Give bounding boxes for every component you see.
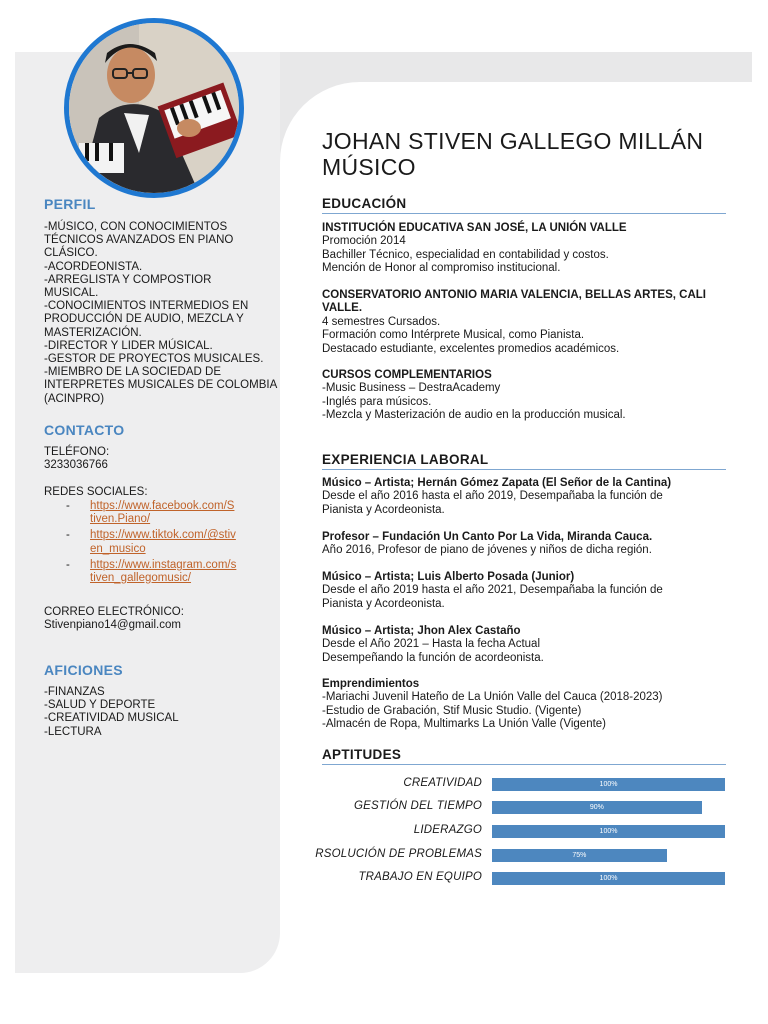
experience-job-2: Profesor – Fundación Un Canto Por La Vida, Miranda Cauca. Año 2016, Profesor de piano de jóvenes y niños de dicha región. (322, 531, 653, 557)
skill-track (492, 872, 725, 885)
tiktok-link[interactable]: https://www.tiktok.com/@stiv en_musico (90, 529, 236, 555)
skill-label: RSOLUCIÓN DE PROBLEMAS (315, 848, 482, 860)
phone-number: 3233036766 (44, 459, 108, 472)
skill-row-time-management (300, 800, 730, 816)
experience-heading: EXPERIENCIA LABORAL (322, 452, 726, 470)
skill-bar: 100% (492, 872, 725, 885)
list-item: - https://www.tiktok.com/@stiv en_musico (66, 529, 266, 555)
list-item: - https://www.facebook.com/S tiven.Piano/ (66, 500, 266, 526)
education-school-1: INSTITUCIÓN EDUCATIVA SAN JOSÉ, LA UNIÓN VALLE Promoción 2014 Bachiller Técnico, especialidad en contabilidad y costos. Mención de Honor al compromiso institucional. (322, 222, 627, 275)
phone-block (44, 446, 274, 472)
social-links (66, 500, 266, 588)
experience-job-4: Músico – Artista; Jhon Alex Castaño Desde el Año 2021 – Hasta la fecha Actual Desempeñando la función de acordeonista. (322, 625, 544, 664)
instagram-link[interactable]: https://www.instagram.com/s tiven_gallegomusic/ (90, 558, 237, 585)
skill-label: CREATIVIDAD (403, 777, 482, 789)
skill-row-creativity (300, 777, 730, 793)
skill-label: LIDERAZGO (413, 824, 482, 836)
contact-heading: CONTACTO (44, 422, 125, 438)
list-item: - https://www.instagram.com/s tiven_gallegomusic/ (66, 559, 266, 585)
job-role: MÚSICO (322, 154, 416, 180)
hobbies-heading: AFICIONES (44, 662, 123, 678)
page-title (322, 128, 703, 180)
avatar (64, 18, 244, 198)
email-label: CORREO ELECTRÓNICO: (44, 606, 184, 618)
experience-job-3: Músico – Artista; Luis Alberto Posada (Junior) Desde el año 2019 hasta el año 2021, Desempañaba la función de Pianista y Acordeonista. (322, 571, 663, 610)
skill-track (492, 825, 725, 838)
hobbies-list: -FINANZAS -SALUD Y DEPORTE -CREATIVIDAD MUSICAL -LECTURA (44, 686, 179, 738)
experience-job-1: Músico – Artista; Hernán Gómez Zapata (El Señor de la Cantina) Desde el año 2016 hasta el año 2019, Desempañaba la función de Pianista y Acordeonista. (322, 477, 672, 516)
email-block (44, 606, 274, 632)
education-heading: EDUCACIÓN (322, 196, 726, 214)
skill-label: TRABAJO EN EQUIPO (358, 871, 482, 883)
experience-ventures: Emprendimientos -Mariachi Juvenil Hateño de La Unión Valle del Cauca (2018-2023) -Estudio de Grabación, Stif Music Studio. (Vigente) -Almacén de Ropa, Multimarks La Unión Valle (Vigente) (322, 678, 663, 731)
social-label: REDES SOCIALES: (44, 486, 148, 498)
avatar-photo-icon (69, 23, 239, 193)
education-courses: CURSOS COMPLEMENTARIOS -Music Business – DestraAcademy -Inglés para músicos. -Mezcla y Masterización de audio en la producción musical. (322, 369, 626, 422)
skill-bar: 100% (492, 778, 725, 791)
skill-track (492, 849, 725, 862)
profile-heading: PERFIL (44, 196, 96, 212)
skill-row-leadership (300, 824, 730, 840)
profile-text: -MÚSICO, CON CONOCIMIENTOS TÉCNICOS AVANZADOS EN PIANO CLÁSICO. -ACORDEONISTA. -ARREGLISTA Y COMPOSTIOR MUSICAL. -CONOCIMIENTOS INTERMEDIOS EN PRODUCCIÓN DE AUDIO, MEZCLA Y MASTERIZACIÓN. -DIRECTOR Y LIDER MÚSICAL. -GESTOR DE PROYECTOS MUSICALES. -MIEMBRO DE LA SOCIEDAD DE INTERPRETES MUSICALES DE COLOMBIA (ACINPRO) (44, 221, 278, 405)
skill-track (492, 778, 725, 791)
facebook-link[interactable]: https://www.facebook.com/S tiven.Piano/ (90, 500, 235, 526)
skill-label: GESTIÓN DEL TIEMPO (354, 800, 482, 812)
full-name: JOHAN STIVEN GALLEGO MILLÁN (322, 128, 704, 154)
skill-bar: 75% (492, 849, 667, 862)
skill-bar: 90% (492, 801, 702, 814)
email-address: Stivenpiano14@gmail.com (44, 619, 181, 632)
phone-label: TELÉFONO: (44, 446, 110, 458)
skill-row-problem-solving (300, 848, 730, 864)
skill-track (492, 801, 725, 814)
education-school-2: CONSERVATORIO ANTONIO MARIA VALENCIA, BELLAS ARTES, CALI VALLE. 4 semestres Cursados. Formación como Intérprete Musical, como Pianista. Destacado estudiante, excelentes promedios académicos. (322, 289, 706, 355)
skills-heading: APTITUDES (322, 747, 726, 765)
skill-bar: 100% (492, 825, 725, 838)
skill-row-teamwork (300, 871, 730, 887)
